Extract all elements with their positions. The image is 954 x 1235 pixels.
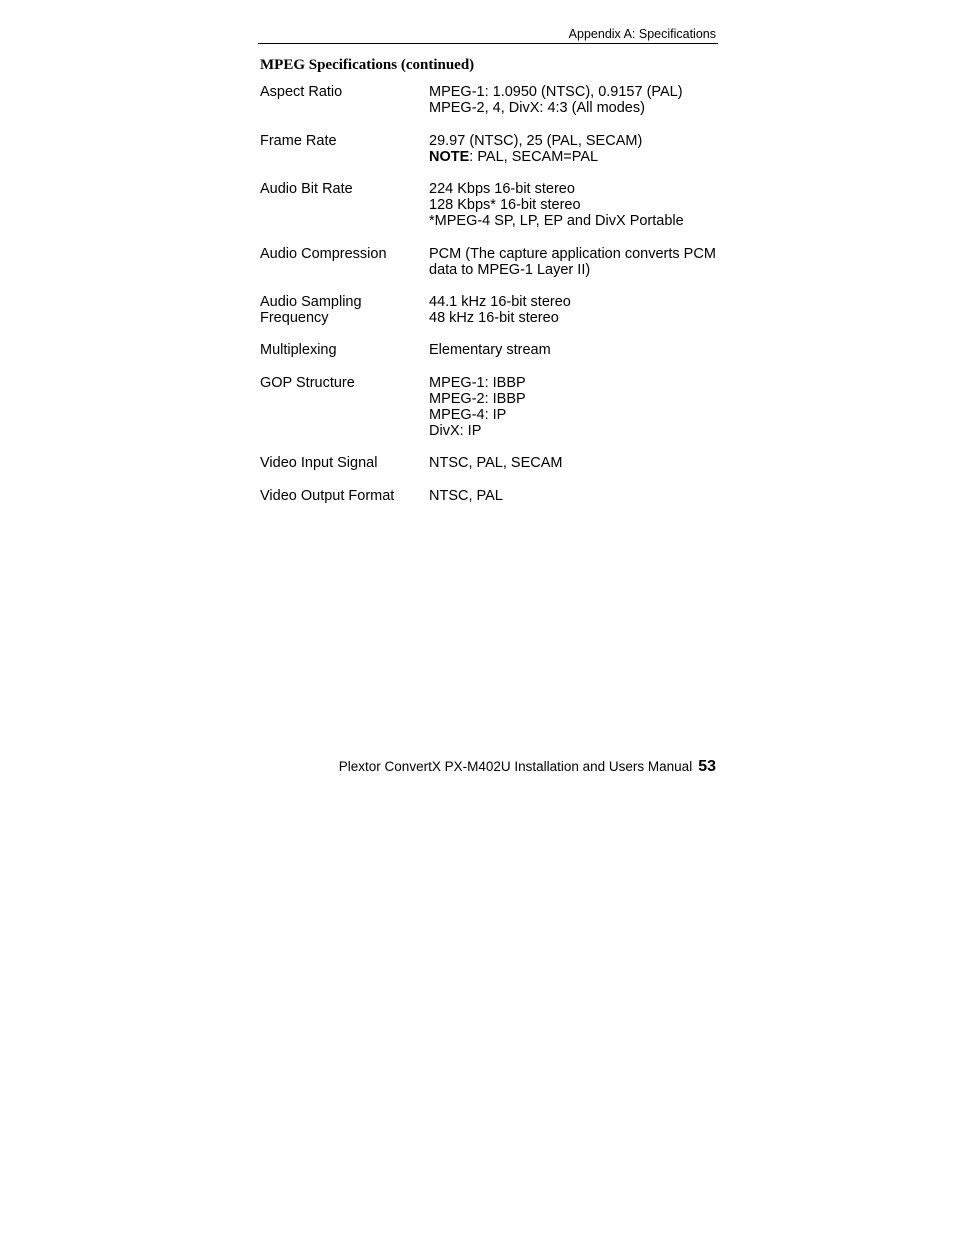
spec-value-line: 224 Kbps 16-bit stereo (429, 181, 575, 197)
section-title: MPEG Specifications (continued) (260, 57, 475, 73)
spec-value-line: NTSC, PAL, SECAM (429, 455, 563, 471)
spec-value (429, 294, 729, 326)
spec-value-line: 44.1 kHz 16-bit stereo (429, 294, 571, 310)
spec-label-line: Aspect Ratio (260, 84, 343, 100)
spec-label (260, 181, 425, 197)
spec-value (429, 181, 729, 229)
spec-label-line: GOP Structure (260, 375, 355, 391)
spec-label-line: Frame Rate (260, 133, 337, 149)
page-footer (330, 758, 716, 776)
spec-value-line: 128 Kbps* 16-bit stereo (429, 197, 581, 213)
spec-value (429, 375, 729, 439)
spec-value-line: data to MPEG-1 Layer II) (429, 262, 591, 278)
spec-value-line: 29.97 (NTSC), 25 (PAL, SECAM) (429, 133, 643, 149)
spec-label (260, 294, 425, 326)
spec-value-line: *MPEG-4 SP, LP, EP and DivX Portable (429, 213, 684, 229)
spec-label-line: Video Input Signal (260, 455, 378, 471)
spec-label-line: Video Output Format (260, 488, 395, 504)
spec-value (429, 488, 729, 504)
spec-label-line: Audio Compression (260, 246, 387, 262)
note-text: : PAL, SECAM=PAL (469, 149, 599, 165)
spec-label-line: Audio Bit Rate (260, 181, 353, 197)
spec-value-line: MPEG-4: IP (429, 407, 507, 423)
running-header: Appendix A: Specifications (568, 27, 716, 41)
spec-value-line: MPEG-1: 1.0950 (NTSC), 0.9157 (PAL) (429, 84, 683, 100)
spec-note-line (429, 149, 729, 165)
spec-value-line: MPEG-1: IBBP (429, 375, 526, 391)
spec-value-line: MPEG-2: IBBP (429, 391, 526, 407)
spec-value-line: DivX: IP (429, 423, 482, 439)
spec-value-line: PCM (The capture application converts PCM (429, 246, 716, 262)
spec-label (260, 455, 425, 471)
spec-label (260, 488, 425, 504)
spec-label-line: Frequency (260, 310, 329, 326)
note-label: NOTE (429, 149, 470, 165)
spec-value-line: Elementary stream (429, 342, 551, 358)
spec-value (429, 84, 729, 116)
page-number: 53 (698, 758, 716, 775)
spec-label (260, 246, 425, 262)
spec-label (260, 84, 425, 100)
manual-title: Plextor ConvertX PX-M402U Installation and Users Manual (338, 759, 693, 774)
spec-label (260, 342, 425, 358)
spec-value (429, 342, 729, 358)
spec-value (429, 455, 729, 471)
spec-value-line: MPEG-2, 4, DivX: 4:3 (All modes) (429, 100, 645, 116)
spec-value-line: NTSC, PAL (429, 488, 503, 504)
spec-value (429, 246, 729, 278)
spec-label-line: Multiplexing (260, 342, 337, 358)
spec-label (260, 375, 425, 391)
spec-label-line: Audio Sampling (260, 294, 362, 310)
spec-value-line: 48 kHz 16-bit stereo (429, 310, 559, 326)
spec-value (429, 133, 729, 165)
header-rule (258, 43, 718, 44)
spec-label (260, 133, 425, 149)
